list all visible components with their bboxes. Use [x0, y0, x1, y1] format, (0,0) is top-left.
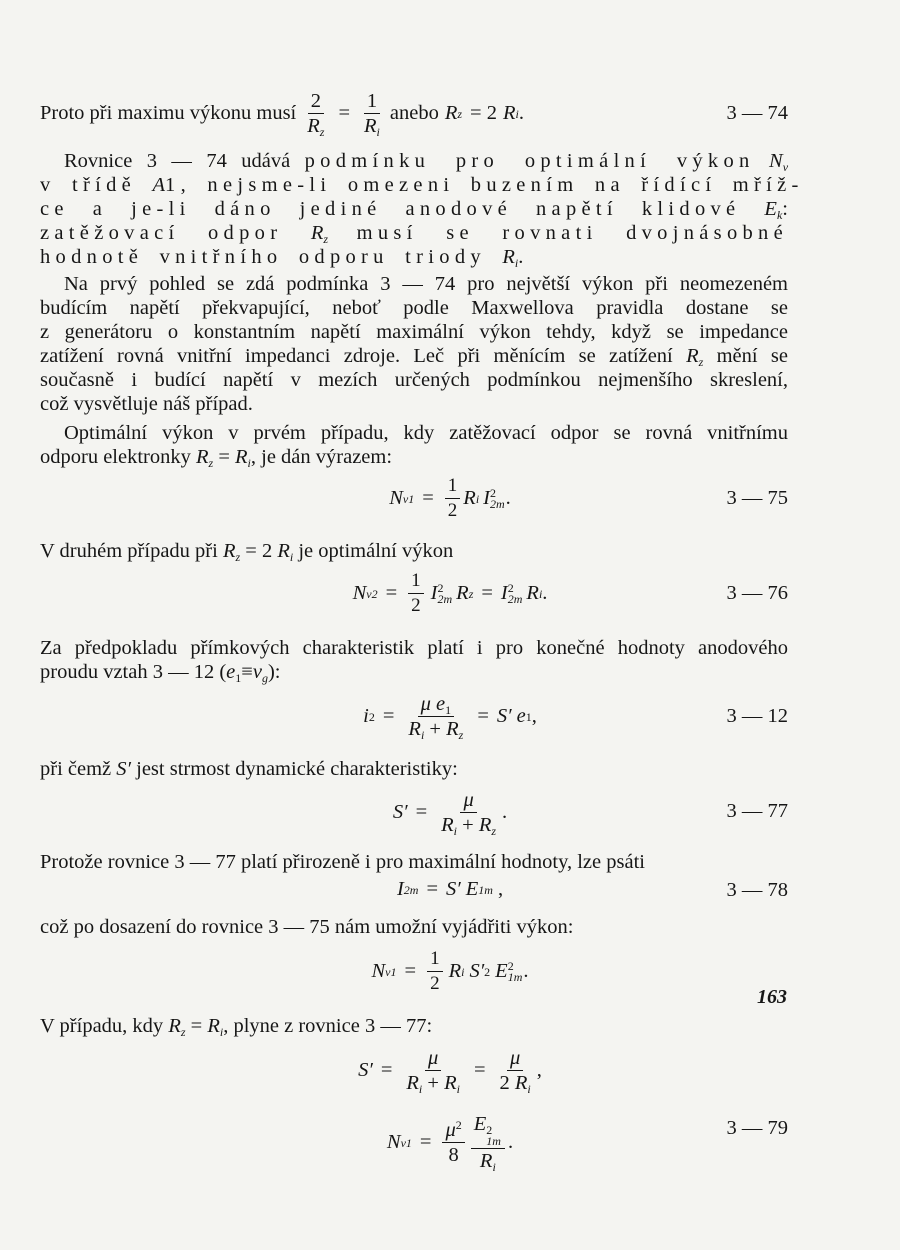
operator: = [382, 705, 395, 727]
fraction [442, 1119, 464, 1166]
symbol: R [307, 115, 320, 137]
page-number: 163 [757, 986, 787, 1008]
equation-3-79: N v1 = $\frac{\mu^2}{8}$ E 2 1m $R_i$ . [386, 1113, 514, 1174]
paragraph-line: Za předpokladu přímkových charakteristik platí i pro konečné hodnoty anodového [40, 637, 788, 659]
equation-3-74: Proto při maximu výkonu musí $\frac{2}{R_z}$ = $\frac{1}{R_i}$ anebo R z = 2 R i . [40, 90, 524, 139]
fraction [471, 1113, 505, 1172]
paragraph-line [40, 660, 788, 684]
paragraph-line [40, 344, 788, 368]
paragraph-line: budícím napětí překvapující, neboť podle Maxwellova pravidla dostane se [40, 297, 788, 319]
subscript: v [782, 160, 789, 174]
subscript: z [458, 728, 464, 742]
subscript: 2m [507, 591, 523, 606]
text: V případu, kdy [40, 1015, 164, 1037]
text: anebo [389, 102, 439, 124]
subscript: i [420, 728, 425, 742]
operator: = 2 [470, 102, 497, 124]
paragraph-line [40, 173, 804, 197]
denominator: 8 [448, 1144, 459, 1166]
symbol: R [446, 718, 459, 740]
symbol: E [495, 960, 508, 982]
symbol: S′ [358, 1059, 373, 1081]
subscript: 1m [507, 969, 523, 984]
operator: = [338, 102, 351, 124]
paragraph-line: Protože rovnice 3 — 77 platí přirozeně i pro maximální hodnoty, lze psáti [40, 851, 645, 873]
operator: + [462, 814, 474, 836]
subscript: z [319, 125, 325, 139]
text: 1, nejsme-li omezeni buzením na řídící mříž- [165, 174, 804, 196]
text: mění se [716, 345, 788, 367]
equation-3-75: N v1 = $\frac{1}{2}$ R i I 2 2m . [389, 475, 511, 521]
operator: = [380, 1059, 393, 1081]
numerator: 2 [308, 90, 324, 114]
paragraph-line: což vysvětluje náš případ. [40, 393, 253, 415]
symbol: i [363, 705, 369, 727]
subscript: 1 [445, 703, 452, 717]
fraction [438, 789, 499, 836]
symbol: R [478, 814, 492, 836]
symbol: I [483, 487, 490, 509]
equation-number: 3 — 77 [726, 800, 788, 822]
symbol: R [406, 1072, 419, 1094]
text: musí se rovnati dvojnásobné [356, 222, 788, 244]
symbol: R [444, 102, 458, 124]
operator: ≡ [241, 661, 253, 683]
subscript: 2m [437, 591, 453, 606]
superscript: 2 [455, 1118, 462, 1132]
punct: . [518, 246, 524, 268]
symbol: R [448, 960, 462, 982]
equation-number: 3 — 74 [726, 102, 788, 124]
subscript: z [491, 824, 497, 838]
superscript: 2 [437, 580, 444, 595]
symbol: I [430, 582, 438, 604]
fraction [445, 475, 461, 522]
symbol: e [436, 693, 446, 715]
operator: = [385, 582, 398, 604]
symbol: R [222, 540, 236, 562]
superscript: 2 [489, 485, 496, 500]
subscript: z [323, 232, 329, 246]
superscript: 2 [507, 958, 514, 973]
numerator: 1 [408, 570, 424, 594]
operator: = [426, 878, 438, 900]
superscript: 2 [486, 1123, 493, 1137]
paragraph-line: z generátoru o konstantním napětí maximální výkon tehdy, když se impedance [40, 321, 788, 343]
fraction [361, 90, 383, 137]
symbol: R [441, 814, 454, 836]
punct: . [507, 1131, 514, 1153]
punct: , [531, 705, 537, 727]
subscript: i [456, 1082, 460, 1096]
subscript: 1 [235, 671, 242, 685]
subscript: 1m [486, 1134, 501, 1148]
subscript: k [776, 208, 783, 222]
subscript: i [453, 824, 458, 838]
punct: : [782, 198, 788, 220]
symbol: A [152, 174, 166, 196]
paragraph-line: Na prvý pohled se zdá podmínka 3 — 74 pro největší výkon při neomezeném [64, 273, 788, 295]
symbol: e [516, 705, 526, 727]
symbol: N [352, 582, 367, 604]
symbol: E [465, 878, 479, 900]
text: , je dán výrazem: [250, 446, 393, 468]
denominator: 2 [447, 500, 458, 521]
operator: = [190, 1015, 203, 1037]
paragraph-line [40, 445, 788, 469]
text: Rovnice 3 — 74 udává [64, 150, 291, 172]
punct: . [518, 102, 524, 124]
punct: . [542, 582, 548, 604]
text: , plyne z rovnice 3 — 77: [223, 1015, 433, 1037]
text: odporu elektronky [40, 446, 191, 468]
fraction [405, 693, 466, 740]
operator: = 2 [245, 540, 273, 562]
superscript: 2 [507, 580, 514, 595]
subscript: i [376, 125, 380, 139]
numerator: μ [425, 1047, 441, 1071]
symbol: e [226, 661, 236, 683]
symbol: R [502, 246, 515, 268]
operator: + [427, 1072, 439, 1094]
operator: = [477, 705, 489, 727]
numerator: 1 [364, 90, 380, 114]
symbol: S′ [496, 705, 512, 727]
fraction [497, 1047, 534, 1094]
symbol: N [769, 150, 783, 172]
fraction [304, 90, 327, 137]
symbol: R [479, 1150, 493, 1172]
punct: , [536, 1059, 542, 1081]
symbol: R [207, 1015, 220, 1037]
subscript: i [247, 456, 251, 470]
symbol: E [473, 1113, 487, 1135]
equation-3-76: N v2 = $\frac{1}{2}$ I 2 2m R z = I 2 2m R i . [352, 570, 548, 616]
subscript: i [492, 1160, 496, 1174]
symbol: S′ [469, 960, 485, 982]
punct: . [505, 487, 511, 509]
symbol: I [500, 582, 508, 604]
subscript: z [180, 1025, 186, 1039]
numerator: 1 [445, 475, 461, 499]
symbol: R [463, 487, 476, 509]
text: v třídě [40, 174, 137, 196]
symbol: S′ [446, 878, 461, 900]
symbol: R [196, 446, 209, 468]
paragraph-line [40, 1014, 788, 1038]
symbol: R [502, 102, 516, 124]
symbol: N [371, 960, 386, 982]
symbol: E [764, 198, 777, 220]
paragraph-line: současně i budící napětí v mezích určených podmínkou nejmenšího skreslení, [40, 369, 788, 391]
symbol: R [364, 115, 377, 137]
punct: , [497, 878, 504, 900]
denominator: 2 [430, 973, 440, 994]
paragraph-line: Optimální výkon v prvém případu, kdy zatěžovací odpor se rovná vnitřnímu [64, 422, 788, 444]
paragraph-line [64, 149, 788, 173]
numerator: 1 [427, 948, 443, 972]
paragraph-line [40, 539, 788, 563]
symbol: S′ [116, 758, 131, 780]
subscript: i [219, 1025, 224, 1039]
equation-power: N v1 = $\frac{1}{2}$ R i S′ 2 E 2 1m . [371, 948, 529, 994]
symbol: μ [420, 693, 431, 715]
subscript: i [418, 1082, 423, 1096]
text: hodnotě vnitřního odporu triody [40, 246, 486, 268]
text: Proto při maximu výkonu musí [40, 102, 297, 124]
symbol: R [408, 718, 421, 740]
symbol: R [444, 1072, 457, 1094]
paragraph-line [40, 197, 788, 221]
symbol: N [389, 487, 403, 509]
equation-number: 3 — 79 [726, 1117, 788, 1139]
symbol: 2 [499, 1072, 510, 1094]
operator: = [419, 1131, 432, 1153]
operator: = [473, 1059, 486, 1081]
equation-3-78: I 2m = S′ E 1m , [396, 878, 504, 900]
symbol: S′ [392, 801, 408, 823]
subscript: i [514, 256, 519, 270]
paragraph-line [40, 221, 788, 245]
symbol: R [168, 1015, 181, 1037]
subscript: z [235, 550, 241, 564]
text: zatížení rovná vnitřní impedanci zdroje. Leč při měnícím se zatížení [40, 345, 673, 367]
symbol: R [277, 540, 290, 562]
symbol: N [386, 1131, 401, 1153]
denominator: 2 [411, 595, 421, 616]
text: proudu vztah 3 — 12 ( [40, 661, 227, 683]
punct: . [523, 960, 529, 982]
text: zatěžovací odpor [40, 222, 283, 244]
operator: = [415, 801, 428, 823]
text: je optimální výkon [298, 540, 454, 562]
equation-number: 3 — 76 [726, 582, 788, 604]
symbol: μ [445, 1119, 456, 1141]
text: V druhém případu při [40, 540, 218, 562]
subscript: i [289, 550, 294, 564]
subscript: 2m [489, 496, 505, 511]
equation-3-12: i 2 = $\frac{\mu e_1}{R_i + R_z}$ = S′ e 1 , [363, 693, 537, 742]
text: ce a je-li dáno jediné anodové napětí klidové [40, 198, 741, 220]
operator: = [422, 487, 434, 509]
symbol: R [514, 1072, 528, 1094]
symbol: R [235, 446, 248, 468]
text: jest strmost dynamické charakteristiky: [136, 758, 458, 780]
subscript: z [698, 355, 704, 369]
punct: ): [267, 661, 281, 683]
operator: = [218, 446, 230, 468]
symbol: v [252, 661, 262, 683]
operator: = [404, 960, 417, 982]
numerator: μ [507, 1047, 523, 1071]
fraction [408, 570, 424, 617]
symbol: R [310, 222, 324, 244]
symbol: R [526, 582, 539, 604]
symbol: R [456, 582, 469, 604]
equation-number: 3 — 12 [726, 705, 788, 727]
operator: + [429, 718, 441, 740]
punct: . [502, 801, 508, 823]
symbol: I [396, 878, 404, 900]
equation-s-prime [0, 1047, 900, 1094]
paragraph-line [40, 245, 788, 269]
fraction [403, 1047, 463, 1094]
paragraph-line [40, 757, 788, 781]
paragraph-line: což po dosazení do rovnice 3 — 75 nám umožní vyjádřiti výkon: [40, 916, 574, 938]
spaced-text: podmínku pro optimální výkon [304, 150, 755, 172]
symbol: R [686, 345, 699, 367]
text: při čemž [40, 758, 112, 780]
subscript: z [208, 456, 214, 470]
fraction [427, 948, 443, 995]
equation-number: 3 — 75 [726, 487, 788, 509]
subscript: g [261, 671, 268, 685]
operator: = [481, 582, 493, 604]
subscript: i [527, 1082, 531, 1096]
numerator: μ [460, 789, 476, 813]
equation-number: 3 — 78 [726, 879, 788, 901]
